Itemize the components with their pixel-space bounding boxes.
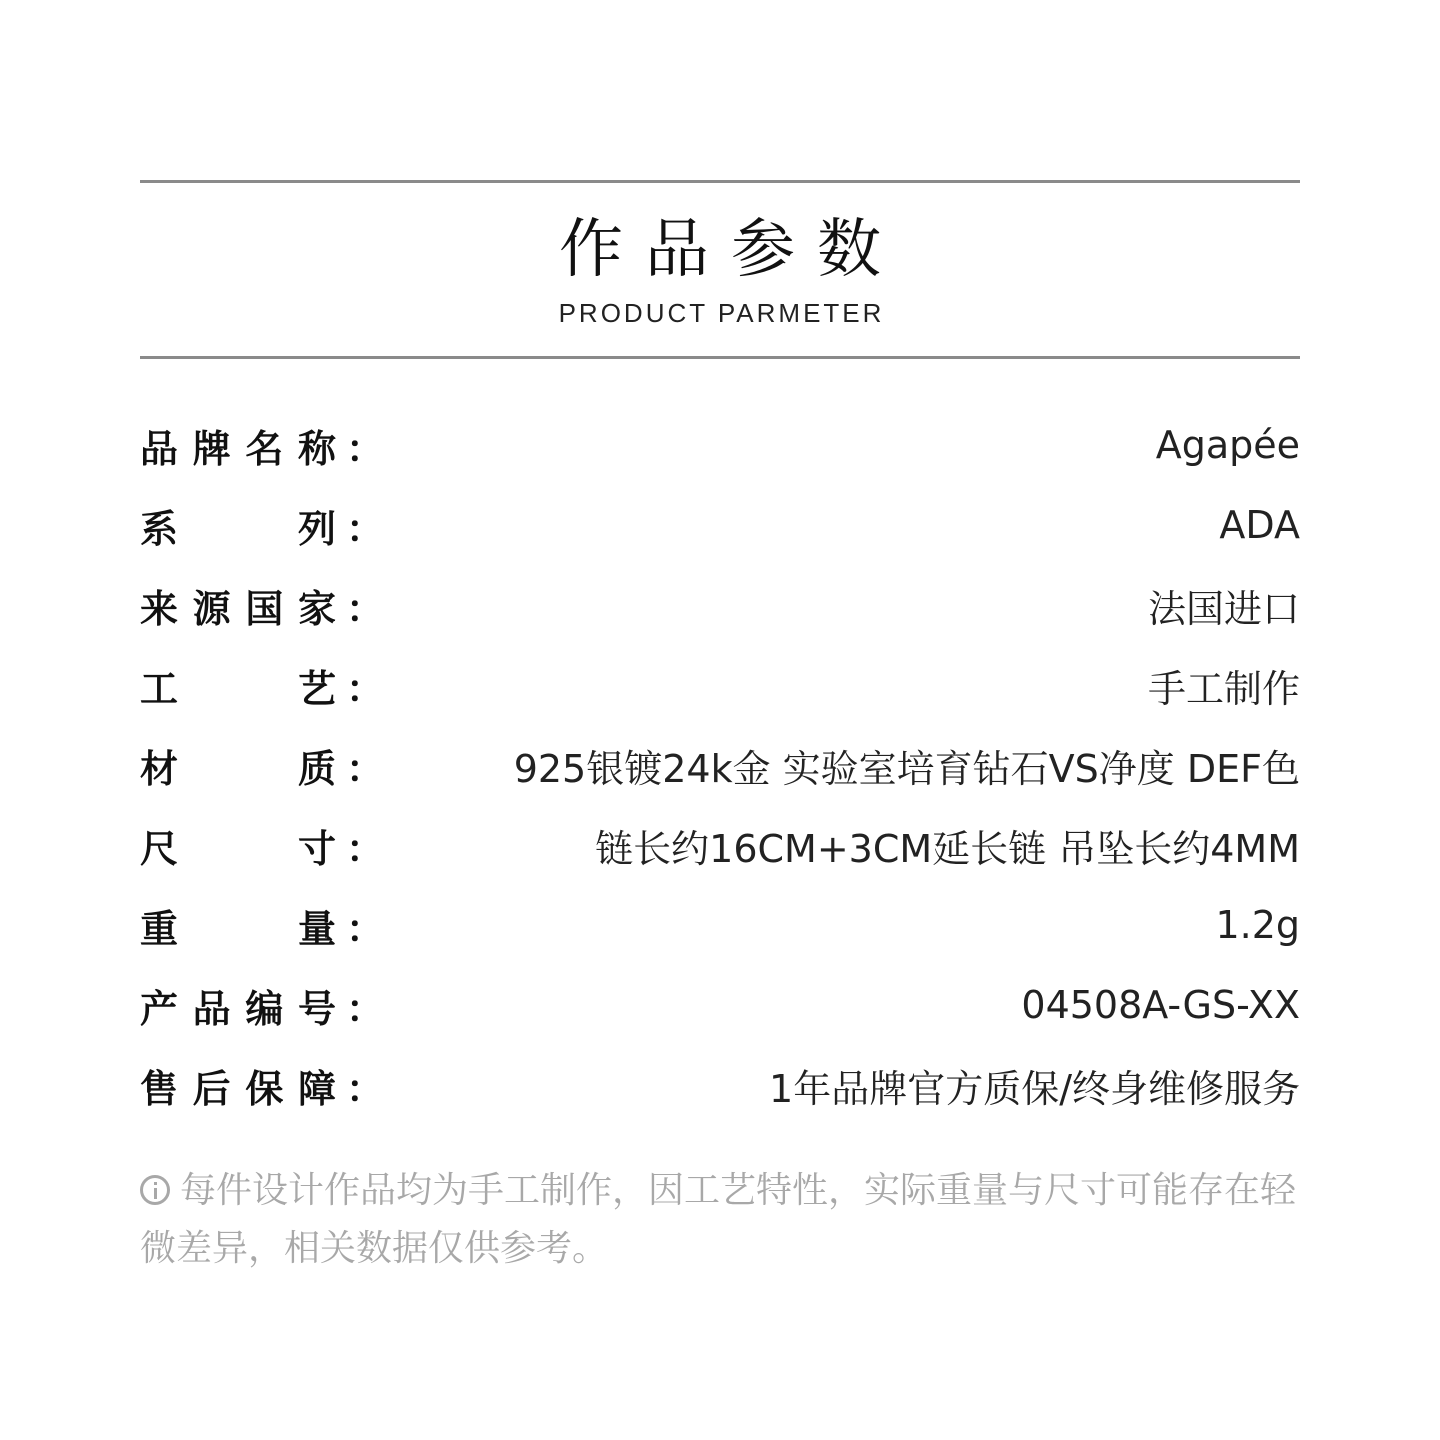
param-value: 手工制作 bbox=[1147, 666, 1300, 711]
page-subtitle: PRODUCT PARMETER bbox=[558, 298, 885, 328]
param-row-brand bbox=[140, 405, 1300, 485]
param-colon: ： bbox=[346, 666, 385, 711]
param-row-product-code bbox=[140, 965, 1300, 1045]
param-value: 1年品牌官方质保/终身维修服务 bbox=[769, 1066, 1300, 1111]
param-row-origin bbox=[140, 565, 1300, 645]
param-colon: ： bbox=[346, 986, 385, 1031]
disclaimer-note bbox=[140, 1162, 1300, 1278]
param-value: 法国进口 bbox=[1147, 586, 1300, 631]
param-label: 重 量 bbox=[140, 906, 336, 951]
param-row-series bbox=[140, 485, 1300, 565]
param-colon: ： bbox=[346, 586, 385, 631]
param-row-warranty bbox=[140, 1045, 1300, 1125]
info-icon bbox=[140, 1175, 170, 1205]
param-value: 04508A-GS-XX bbox=[1021, 983, 1300, 1027]
param-label: 尺 寸 bbox=[140, 826, 336, 871]
param-row-material bbox=[140, 725, 1300, 805]
param-value: Agapée bbox=[1155, 423, 1300, 467]
param-colon: ： bbox=[346, 906, 385, 951]
param-value: 925银镀24k金 实验室培育钻石VS净度 DEF色 bbox=[513, 746, 1300, 791]
param-label: 工 艺 bbox=[140, 666, 336, 711]
param-label: 品 牌 名 称 bbox=[140, 426, 336, 471]
param-colon: ： bbox=[346, 1066, 385, 1111]
param-colon: ： bbox=[346, 426, 385, 471]
param-colon: ： bbox=[346, 826, 385, 871]
param-label: 来 源 国 家 bbox=[140, 586, 336, 631]
parameter-list bbox=[140, 405, 1300, 1125]
param-label: 系 列 bbox=[140, 506, 336, 551]
page-title: 作品参数 bbox=[559, 213, 903, 287]
top-divider bbox=[140, 180, 1300, 183]
param-row-craft bbox=[140, 645, 1300, 725]
param-colon: ： bbox=[346, 506, 385, 551]
param-label: 产 品 编 号 bbox=[140, 986, 336, 1031]
param-value: 链长约16CM+3CM延长链 吊坠长约4MM bbox=[595, 826, 1300, 871]
bottom-divider bbox=[140, 356, 1300, 359]
param-value: 1.2g bbox=[1215, 903, 1300, 947]
param-label: 材 质 bbox=[140, 746, 336, 791]
disclaimer-text: 每件设计作品均为手工制作，因工艺特性，实际重量与尺寸可能存在轻微差异，相关数据仅供参考。 bbox=[140, 1170, 1297, 1269]
param-colon: ： bbox=[346, 746, 385, 791]
param-row-size bbox=[140, 805, 1300, 885]
param-label: 售 后 保 障 bbox=[140, 1066, 336, 1111]
param-value: ADA bbox=[1219, 503, 1300, 547]
param-row-weight bbox=[140, 885, 1300, 965]
